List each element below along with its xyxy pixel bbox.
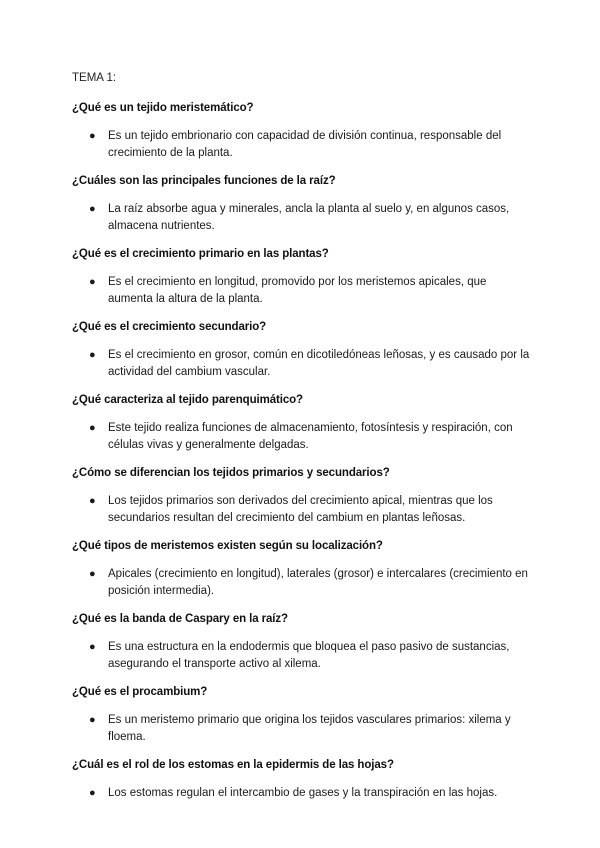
answer-item bbox=[72, 566, 532, 599]
answer-item bbox=[72, 639, 532, 672]
qa-block-3 bbox=[72, 246, 532, 307]
bullet-icon: ● bbox=[89, 714, 96, 726]
answer-list bbox=[72, 201, 532, 234]
answer-list bbox=[72, 785, 532, 802]
question-text: ¿Qué es el crecimiento primario en las plantas? bbox=[72, 248, 329, 260]
answer-item bbox=[72, 712, 532, 745]
answer-item bbox=[72, 493, 532, 526]
bullet-icon: ● bbox=[89, 568, 96, 580]
bullet-icon: ● bbox=[89, 787, 96, 799]
answer-text: Los tejidos primarios son derivados del crecimiento apical, mientras que los secundarios resultan del crecimiento del cambium en plantas leñosas. bbox=[108, 495, 493, 524]
answer-item bbox=[72, 128, 532, 161]
qa-block-5 bbox=[72, 392, 532, 453]
question-text: ¿Qué tipos de meristemos existen según su localización? bbox=[72, 540, 383, 552]
qa-block-8 bbox=[72, 611, 532, 672]
qa-block-6 bbox=[72, 465, 532, 526]
question-text: ¿Qué es el crecimiento secundario? bbox=[72, 321, 267, 333]
bullet-icon: ● bbox=[89, 641, 96, 653]
answer-item bbox=[72, 201, 532, 234]
answer-list bbox=[72, 639, 532, 672]
bullet-icon: ● bbox=[89, 422, 96, 434]
qa-block-4 bbox=[72, 319, 532, 380]
answer-list bbox=[72, 566, 532, 599]
answer-list bbox=[72, 712, 532, 745]
bullet-icon: ● bbox=[89, 276, 96, 288]
answer-text: Es un tejido embrionario con capacidad de división continua, responsable del crecimiento de la planta. bbox=[108, 130, 502, 159]
question-text: ¿Qué es la banda de Caspary en la raíz? bbox=[72, 613, 288, 625]
document-heading: TEMA 1: bbox=[72, 72, 117, 84]
question-text: ¿Qué es un tejido meristemático? bbox=[72, 102, 254, 114]
answer-item bbox=[72, 347, 532, 380]
qa-block-10 bbox=[72, 757, 532, 802]
answer-text: Apicales (crecimiento en longitud), laterales (grosor) e intercalares (crecimiento en posición intermedia). bbox=[108, 568, 528, 597]
bullet-icon: ● bbox=[89, 203, 96, 215]
answer-text: Es el crecimiento en grosor, común en dicotiledóneas leñosas, y es causado por la actividad del cambium vascular. bbox=[108, 349, 530, 378]
answer-list bbox=[72, 420, 532, 453]
question-text: ¿Qué es el procambium? bbox=[72, 686, 208, 698]
qa-block-1 bbox=[72, 100, 532, 161]
qa-block-7 bbox=[72, 538, 532, 599]
question-text: ¿Cuáles son las principales funciones de la raíz? bbox=[72, 175, 336, 187]
answer-list bbox=[72, 493, 532, 526]
question-text: ¿Cómo se diferencian los tejidos primarios y secundarios? bbox=[72, 467, 390, 479]
answer-text: Los estomas regulan el intercambio de gases y la transpiración en las hojas. bbox=[108, 787, 498, 799]
answer-text: Es un meristemo primario que origina los tejidos vasculares primarios: xilema y floema. bbox=[108, 714, 511, 743]
document-page bbox=[72, 70, 532, 814]
answer-text: Es el crecimiento en longitud, promovido por los meristemos apicales, que aumenta la altura de la planta. bbox=[108, 276, 487, 305]
bullet-icon: ● bbox=[89, 349, 96, 361]
qa-block-2 bbox=[72, 173, 532, 234]
bullet-icon: ● bbox=[89, 130, 96, 142]
answer-list bbox=[72, 274, 532, 307]
bullet-icon: ● bbox=[89, 495, 96, 507]
answer-list bbox=[72, 128, 532, 161]
question-text: ¿Cuál es el rol de los estomas en la epidermis de las hojas? bbox=[72, 759, 394, 771]
answer-item bbox=[72, 420, 532, 453]
answer-item bbox=[72, 274, 532, 307]
answer-text: Es una estructura en la endodermis que bloquea el paso pasivo de sustancias, asegurando el transporte activo al xilema. bbox=[108, 641, 510, 670]
qa-block-9 bbox=[72, 684, 532, 745]
answer-text: La raíz absorbe agua y minerales, ancla la planta al suelo y, en algunos casos, almacena nutrientes. bbox=[108, 203, 510, 232]
answer-item bbox=[72, 785, 532, 802]
answer-list bbox=[72, 347, 532, 380]
question-text: ¿Qué caracteriza al tejido parenquimático? bbox=[72, 394, 303, 406]
answer-text: Este tejido realiza funciones de almacenamiento, fotosíntesis y respiración, con células vivas y generalmente delgadas. bbox=[108, 422, 513, 451]
